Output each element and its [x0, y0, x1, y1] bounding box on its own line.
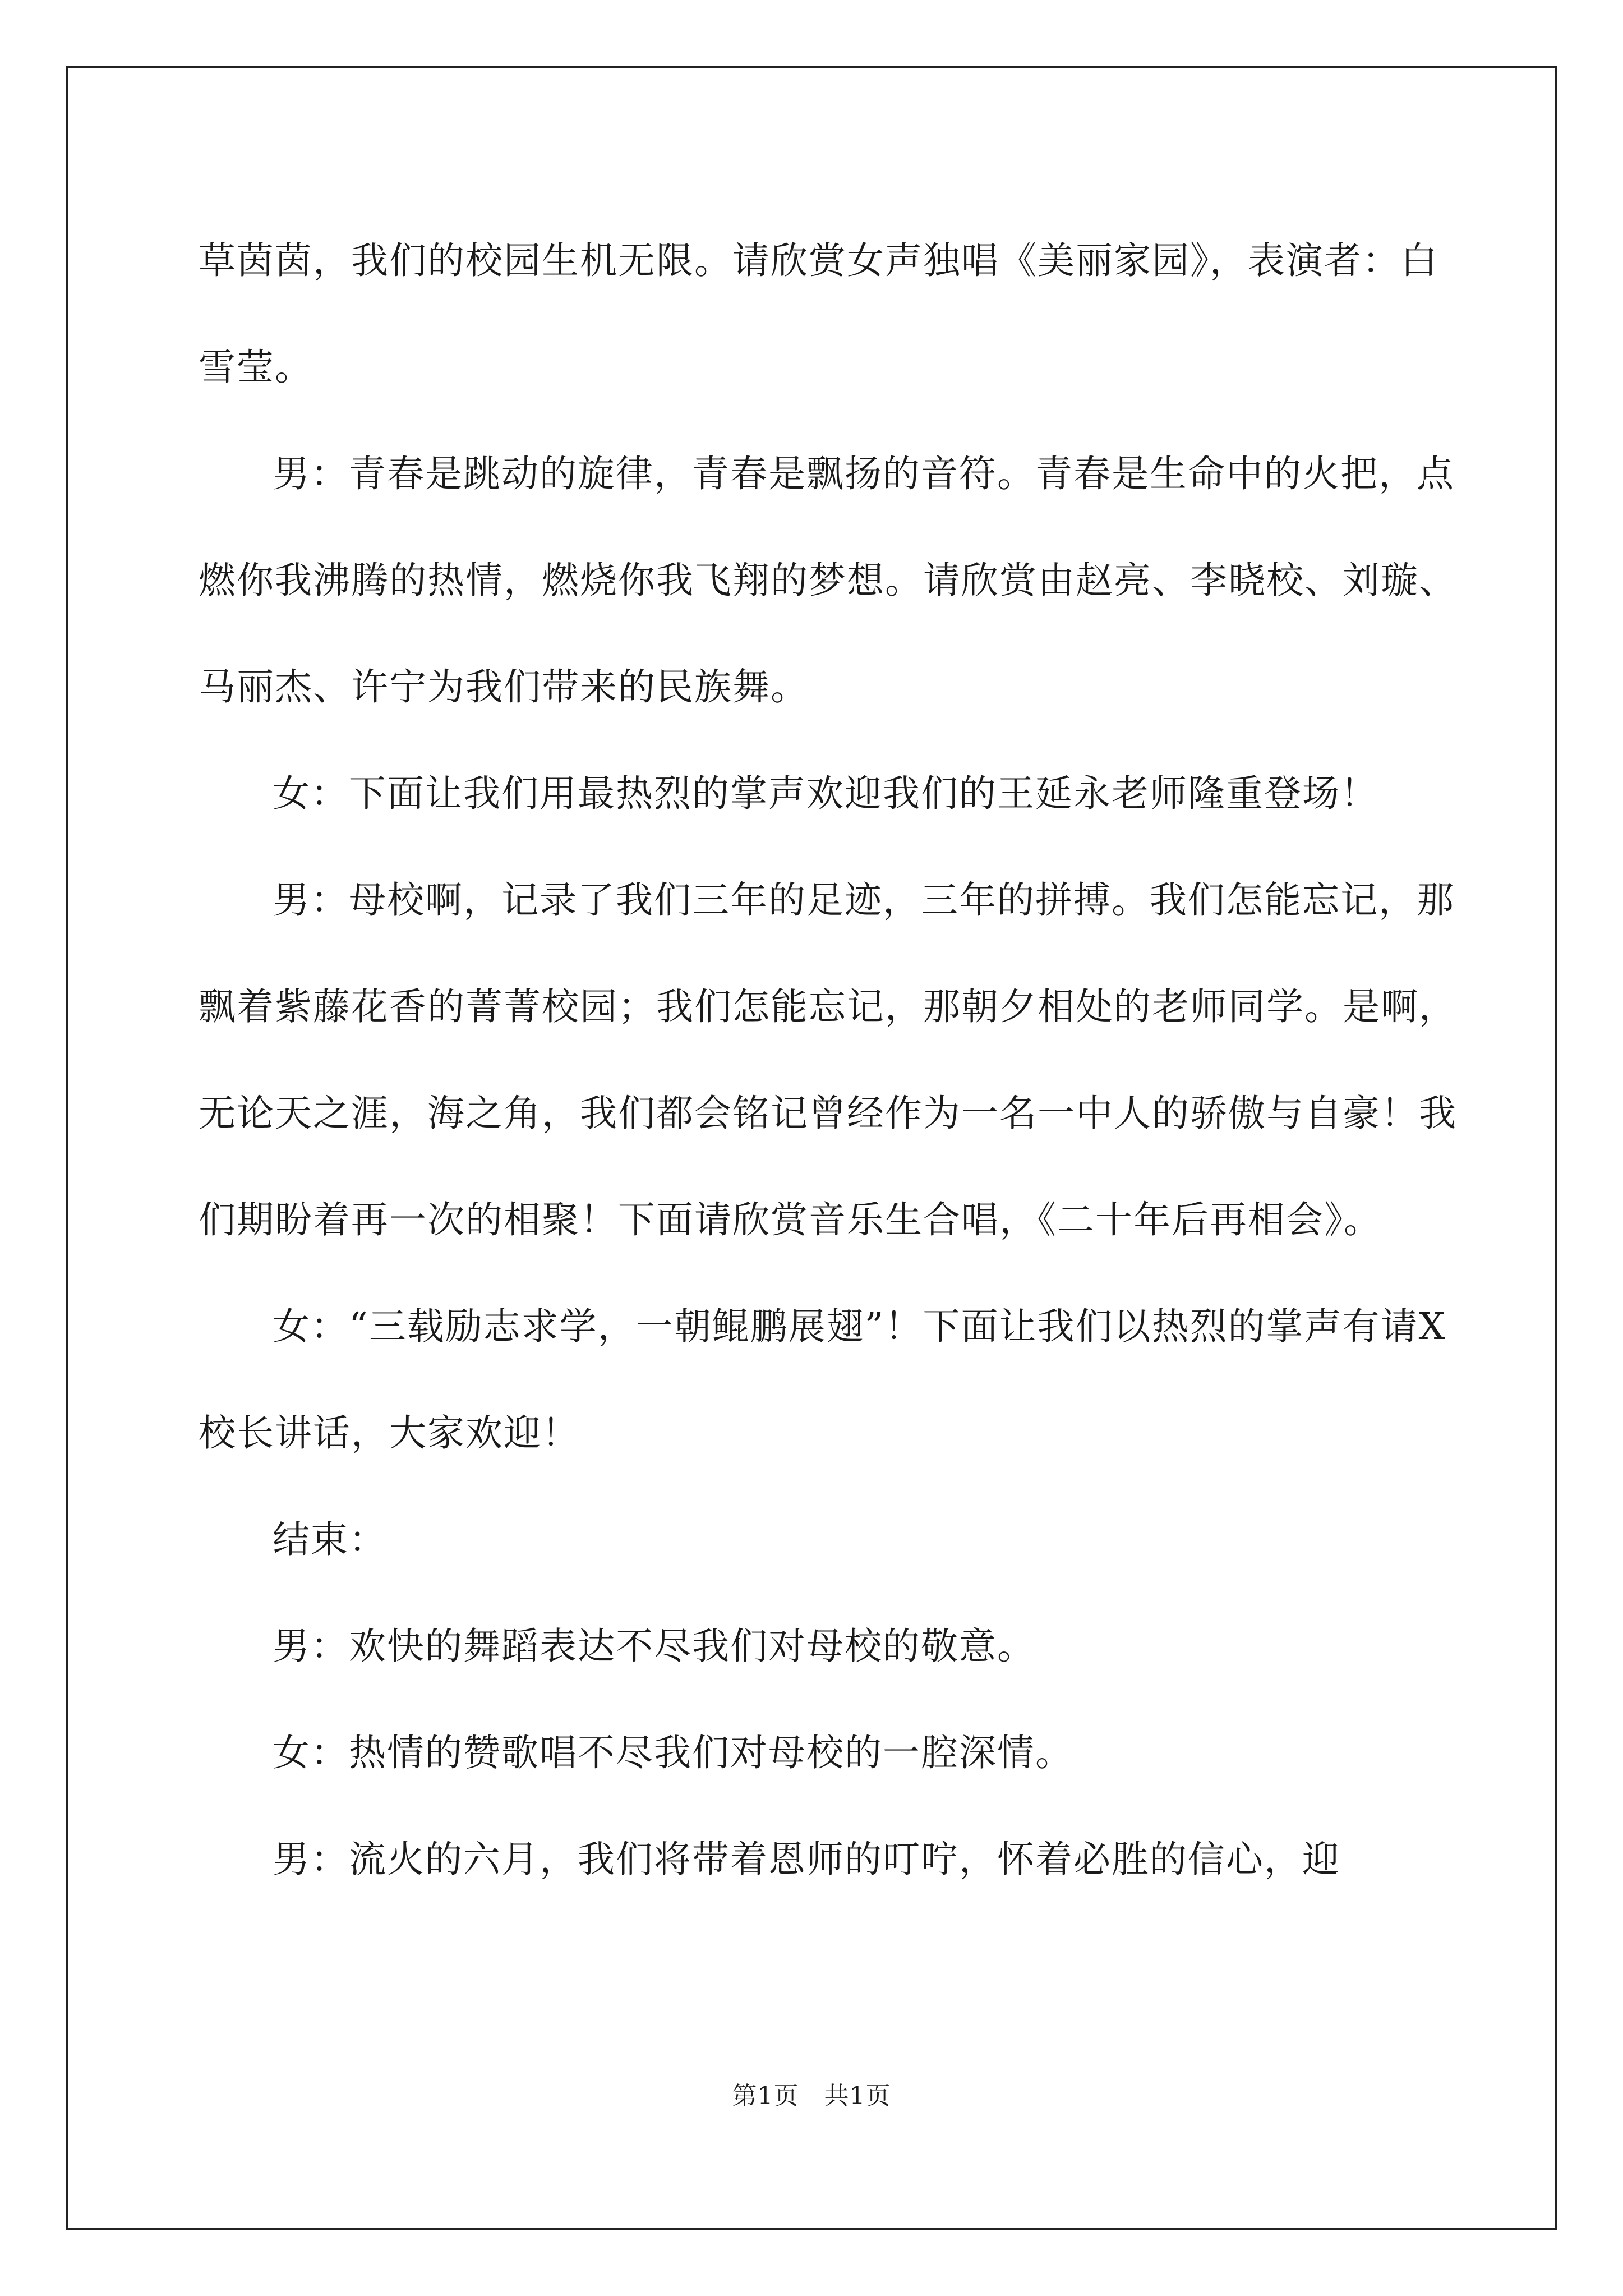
- paragraph-9: 男：流火的六月，我们将带着恩师的叮咛，怀着必胜的信心，迎: [273, 1838, 1340, 1881]
- paragraph-2: 男：青春是跳动的旋律，青春是飘扬的音符。青春是生命中的火把，点燃你我沸腾的热情，燃烧你我飞翔的梦想。请欣赏由赵亮、李晓校、刘璇、马丽杰、许宁为我们带来的民族舞。: [199, 452, 1457, 708]
- paragraph-3: 女：下面让我们用最热烈的掌声欢迎我们的王延永老师隆重登场！: [273, 772, 1378, 815]
- paragraph-8: 女：热情的赞歌唱不尽我们对母校的一腔深情。: [273, 1731, 1073, 1774]
- paragraph-7: 男：欢快的舞蹈表达不尽我们对母校的敬意。: [273, 1625, 1035, 1668]
- paragraph-5: 女：“三载励志求学，一朝鲲鹏展翅”！下面让我们以热烈的掌声有请X校长讲话，大家欢迎！: [199, 1305, 1446, 1455]
- paragraph-6: 结束：: [273, 1518, 387, 1561]
- paragraph-1: 草茵茵，我们的校园生机无限。请欣赏女声独唱《美丽家园》，表演者：白雪莹。: [199, 239, 1438, 389]
- page-footer: 第1页 共1页: [732, 2082, 891, 2110]
- paragraph-4: 男：母校啊，记录了我们三年的足迹，三年的拼搏。我们怎能忘记，那飘着紫藤花香的菁菁校园；我们怎能忘记，那朝夕相处的老师同学。是啊，无论天之涯，海之角，我们都会铭记曾经作为一名一中人的骄傲与自豪！我们期盼着再一次的相聚！下面请欣赏音乐生合唱，《二十年后再相会》。: [199, 878, 1457, 1241]
- document-body: [199, 208, 1469, 1913]
